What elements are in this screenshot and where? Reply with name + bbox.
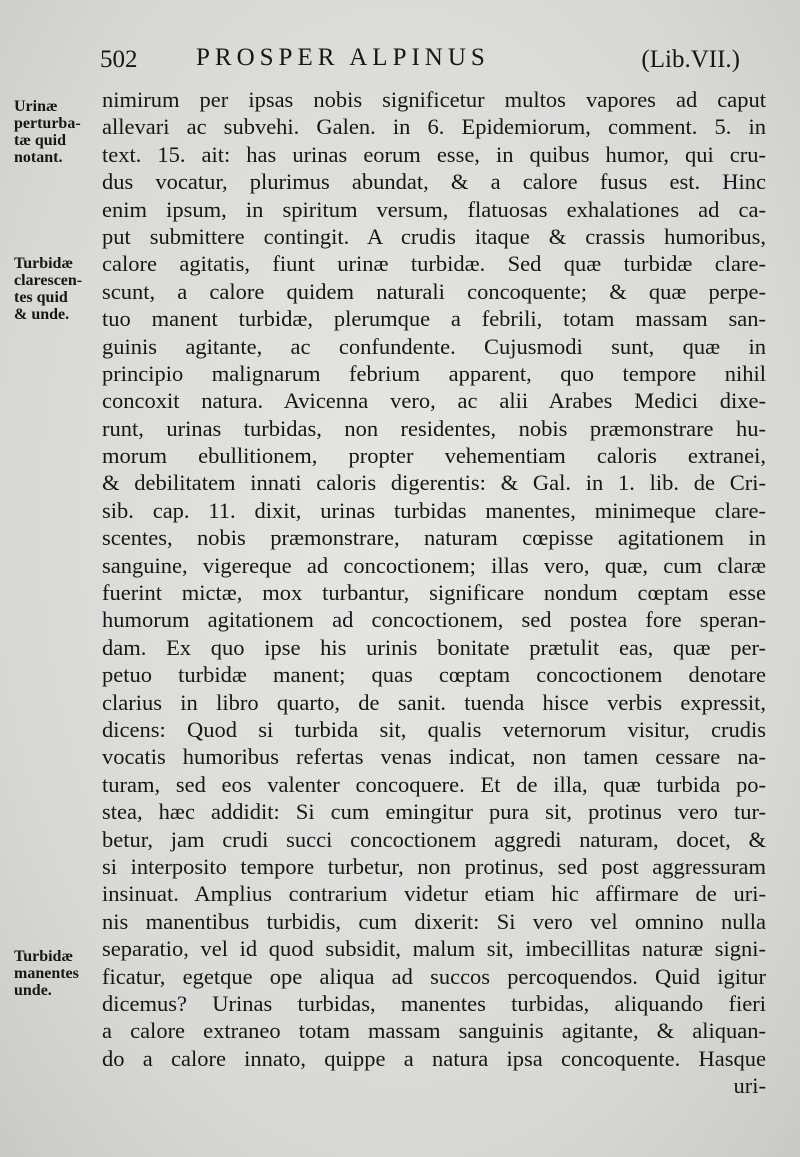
text-line: betur, jam crudi succi concoctionem aggredi naturam, docet, & — [102, 826, 766, 852]
margin-note-line: Urinæ — [14, 98, 58, 115]
text-line: dicemus? Urinas turbidas, manentes turbidas, aliquando fieri — [102, 990, 766, 1016]
margin-note-urinae-perturbatae — [14, 98, 114, 166]
text-line: a calore extraneo totam massam sanguinis agitante, & aliquan- — [102, 1018, 766, 1044]
margin-note-turbidae-manentes — [14, 948, 114, 999]
text-line: text. 15. ait: has urinas eorum esse, in quibus humor, qui cru- — [102, 141, 766, 167]
text-line: guinis agitante, ac confundente. Cujusmodi sunt, quæ in — [102, 333, 766, 359]
text-line: petuo turbidæ manent; quas cœptam concoctionem denotare — [102, 662, 766, 688]
text-line: calore agitatis, fiunt urinæ turbidæ. Sed quæ turbidæ clare- — [102, 251, 766, 277]
text-line: humorum agitationem ad concoctionem, sed postea fore speran- — [102, 607, 766, 633]
text-line: vocatis humoribus refertas venas indicat, non tamen cessare na- — [102, 744, 766, 770]
text-line: si interposito tempore turbetur, non protinus, sed post aggressuram — [102, 853, 766, 879]
text-line: clarius in libro quarto, de sanit. tuenda hisce verbis expressit, — [102, 689, 766, 715]
text-line: do a calore innato, quippe a natura ipsa concoquente. Hasque — [102, 1045, 766, 1071]
text-line: morum ebullitionem, propter vehementiam caloris extranei, — [102, 443, 766, 469]
text-line: allevari ac subvehi. Galen. in 6. Epidemiorum, comment. 5. in — [102, 114, 766, 140]
text-line: dam. Ex quo ipse his urinis bonitate prætulit eas, quæ per- — [102, 634, 766, 660]
book-reference: (Lib.VII.) — [641, 46, 740, 73]
text-line: nimirum per ipsas nobis significetur multos vapores ad caput — [102, 87, 766, 112]
text-line: fuerint mictæ, mox turbantur, significare nondum cœptam esse — [102, 580, 766, 606]
margin-note-line: manentes — [14, 965, 79, 982]
text-line: nis manentibus turbidis, cum dixerit: Si vero vel omnino nulla — [102, 908, 766, 934]
text-line: & debilitatem innati caloris digerentis: & Gal. in 1. lib. de Cri- — [102, 470, 766, 496]
text-line: dicens: Quod si turbida sit, qualis veternorum visitur, crudis — [102, 716, 766, 742]
text-line: concoxit natura. Avicenna vero, ac alii Arabes Medici dixe- — [102, 388, 766, 414]
text-line: scunt, a calore quidem naturali concoquente; & quæ perpe- — [102, 278, 766, 304]
margin-note-line: & unde. — [14, 306, 70, 323]
page-number: 502 — [100, 46, 138, 73]
margin-note-line: notant. — [14, 149, 63, 166]
text-line: ficatur, egetque ope aliqua ad succos percoquendos. Quid igitur — [102, 963, 766, 989]
text-line: put submittere contingit. A crudis itaque & crassis humoribus, — [102, 223, 766, 249]
text-line: enim ipsum, in spiritum versum, flatuosas exhalationes ad ca- — [102, 196, 766, 222]
margin-note-line: perturba- — [14, 115, 81, 132]
text-line: runt, urinas turbidas, non residentes, nobis præmonstrare hu- — [102, 415, 766, 441]
text-line: scentes, nobis præmonstrare, naturam cœpisse agitationem in — [102, 525, 766, 551]
catchword: uri- — [733, 1073, 766, 1099]
body-text — [102, 86, 766, 1099]
page-header — [100, 40, 750, 80]
margin-note-line: unde. — [14, 982, 52, 999]
text-line: insinuat. Amplius contrarium videtur etiam hic affirmare de uri- — [102, 881, 766, 907]
text-line: tuo manent turbidæ, plerumque a febrili, totam massam san- — [102, 306, 766, 332]
running-title: PROSPER ALPINUS — [196, 44, 490, 71]
text-line: stea, hæc addidit: Si cum emingitur pura sit, protinus vero tur- — [102, 799, 766, 825]
margin-note-line: Turbidæ — [14, 948, 73, 965]
margin-note-line: clarescen- — [14, 272, 83, 289]
margin-note-line: tes quid — [14, 289, 68, 306]
text-line: turam, sed eos valenter concoquere. Et de illa, quæ turbida po- — [102, 771, 766, 797]
text-line: separatio, vel id quod subsidit, malum sit, imbecillitas naturæ signi- — [102, 936, 766, 962]
text-line: sib. cap. 11. dixit, urinas turbidas manentes, minimeque clare- — [102, 497, 766, 523]
text-line: dus vocatur, plurimus abundat, & a calore fusus est. Hinc — [102, 169, 766, 195]
margin-note-line: Turbidæ — [14, 255, 73, 272]
margin-note-line: tæ quid — [14, 132, 67, 149]
text-line: sanguine, vigereque ad concoctionem; illas vero, quæ, cum claræ — [102, 552, 766, 578]
margin-note-turbidae-clarescentes — [14, 255, 114, 323]
text-line: principio malignarum febrium apparent, quo tempore nihil — [102, 360, 766, 386]
